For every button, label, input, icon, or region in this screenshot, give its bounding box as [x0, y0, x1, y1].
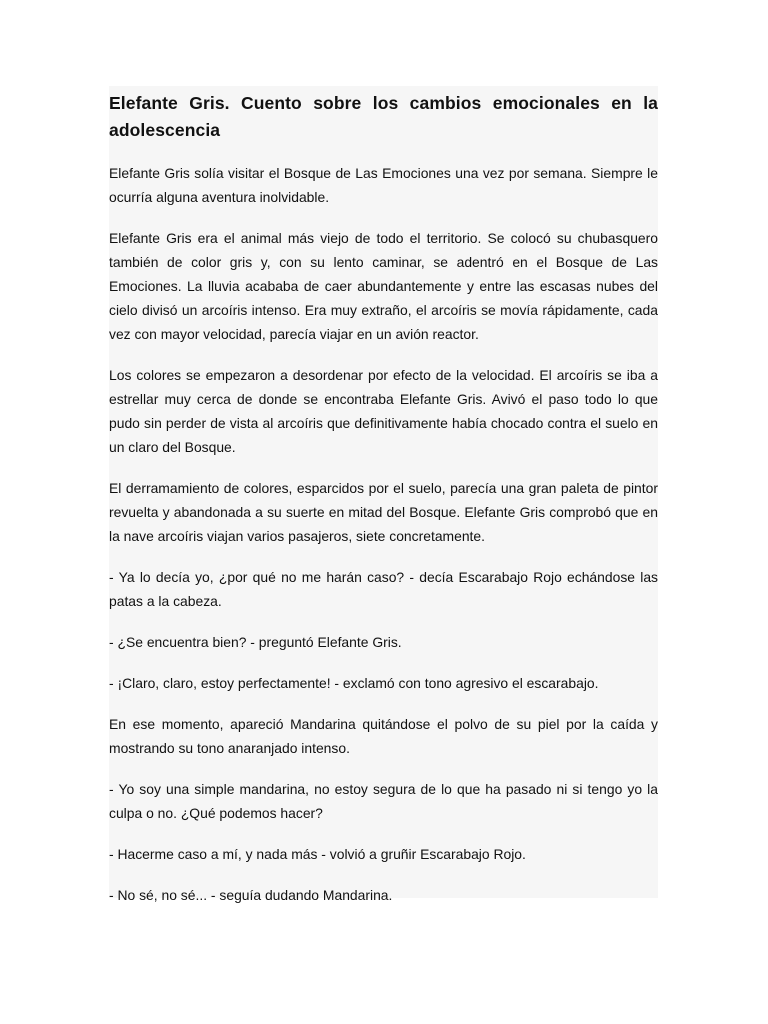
story-dialogue-6: - No sé, no sé... - seguía dudando Mandarina.	[109, 887, 393, 903]
story-dialogue-3: - ¡Claro, claro, estoy perfectamente! - exclamó con tono agresivo el escarabajo.	[109, 675, 599, 691]
story-dialogue-5: - Hacerme caso a mí, y nada más - volvió a gruñir Escarabajo Rojo.	[109, 846, 526, 862]
story-text-block	[109, 86, 658, 903]
story-paragraph-5: En ese momento, apareció Mandarina quitándose el polvo de su piel por la caída y mostrando su tono anaranjado intenso.	[109, 716, 658, 756]
story-paragraph-3: Los colores se empezaron a desordenar por efecto de la velocidad. El arcoíris se iba a estrellar muy cerca de donde se encontraba Elefante Gris. Avivó el paso todo lo que pudo sin perder de vista al arcoíris que definitivamente había chocado contra el suelo en un claro del Bosque.	[109, 367, 658, 455]
story-paragraph-2: Elefante Gris era el animal más viejo de todo el territorio. Se colocó su chubasquero también de color gris y, con su lento caminar, se adentró en el Bosque de Las Emociones. La lluvia acababa de caer abundantemente y entre las escasas nubes del cielo divisó un arcoíris intenso. Era muy extraño, el arcoíris se movía rápidamente, cada vez con mayor velocidad, parecía viajar en un avión reactor.	[109, 230, 658, 342]
story-paragraph-4: El derramamiento de colores, esparcidos por el suelo, parecía una gran paleta de pintor revuelta y abandonada a su suerte en mitad del Bosque. Elefante Gris comprobó que en la nave arcoíris viajan varios pasajeros, siete concretamente.	[109, 480, 658, 544]
story-title: Elefante Gris. Cuento sobre los cambios emocionales en la adolescencia	[109, 93, 658, 140]
story-dialogue-4: - Yo soy una simple mandarina, no estoy segura de lo que ha pasado ni si tengo yo la culpa o no. ¿Qué podemos hacer?	[109, 781, 658, 821]
story-dialogue-2: - ¿Se encuentra bien? - preguntó Elefante Gris.	[109, 634, 402, 650]
story-dialogue-1: - Ya lo decía yo, ¿por qué no me harán caso? - decía Escarabajo Rojo echándose las patas a la cabeza.	[109, 569, 658, 609]
story-paragraph-1: Elefante Gris solía visitar el Bosque de Las Emociones una vez por semana. Siempre le ocurría alguna aventura inolvidable.	[109, 165, 658, 205]
